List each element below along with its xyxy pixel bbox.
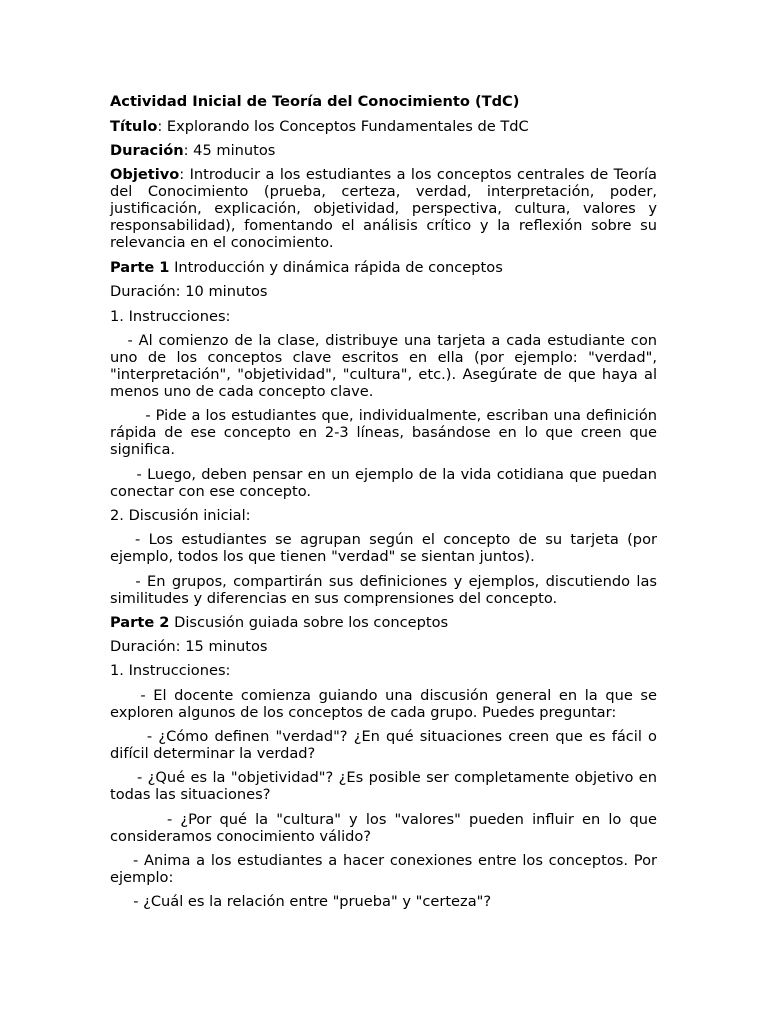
duracion-label: Duración	[110, 142, 184, 159]
parte1-instrucciones-heading: 1. Instrucciones:	[110, 308, 231, 325]
parte2-label: Parte 2	[110, 614, 170, 631]
duracion-line	[110, 142, 657, 159]
parte1-discusion-2: - En grupos, compartirán sus definiciones y ejemplos, discutiendo las similitudes y diferencias en sus comprensiones del concepto.	[110, 573, 662, 607]
parte2-duracion: Duración: 15 minutos	[110, 638, 268, 655]
objetivo-paragraph	[110, 166, 657, 251]
parte2-instruccion-2: - Anima a los estudiantes a hacer conexiones entre los conceptos. Por ejemplo:	[110, 852, 662, 886]
parte1-duracion: Duración: 10 minutos	[110, 283, 268, 300]
parte1-label: Parte 1	[110, 259, 170, 276]
titulo-value: : Explorando los Conceptos Fundamentales de TdC	[157, 118, 529, 135]
parte1-discusion-heading: 2. Discusión inicial:	[110, 507, 251, 524]
parte2-title: Discusión guiada sobre los conceptos	[169, 614, 449, 631]
parte1-instruccion-3: - Luego, deben pensar en un ejemplo de la vida cotidiana que puedan conectar con ese concepto.	[110, 466, 662, 500]
titulo-line	[110, 118, 657, 135]
document-title: Actividad Inicial de Teoría del Conocimiento (TdC)	[110, 93, 520, 110]
parte2-pregunta-4: - ¿Cuál es la relación entre "prueba" y "certeza"?	[110, 893, 492, 910]
parte1-instruccion-1: - Al comienzo de la clase, distribuye una tarjeta a cada estudiante con uno de los conceptos clave escritos en ella (por ejemplo: "verdad", "interpretación", "objetividad", "cultura", etc.). Asegúrate de que haya al menos uno de cada concepto clave.	[110, 332, 662, 400]
titulo-label: Título	[110, 118, 158, 135]
parte2-pregunta-2: - ¿Qué es la "objetividad"? ¿Es posible ser completamente objetivo en todas las situaciones?	[110, 769, 662, 803]
parte2-instrucciones-heading: 1. Instrucciones:	[110, 662, 231, 679]
parte1-instruccion-2: - Pide a los estudiantes que, individualmente, escriban una definición rápida de ese concepto en 2-3 líneas, basándose en lo que creen que significa.	[110, 407, 662, 458]
parte1-heading	[110, 259, 657, 276]
parte2-pregunta-1: - ¿Cómo definen "verdad"? ¿En qué situaciones creen que es fácil o difícil determinar la verdad?	[110, 728, 662, 762]
parte1-discusion-1: - Los estudiantes se agrupan según el concepto de su tarjeta (por ejemplo, todos los que tienen "verdad" se sientan juntos).	[110, 531, 662, 565]
duracion-value: : 45 minutos	[183, 142, 276, 159]
objetivo-value: : Introducir a los estudiantes a los conceptos centrales de Teoría del Conocimiento (prueba, certeza, verdad, interpretación, poder, justificación, explicación, objetividad, perspectiva, cultura, valores y responsabilidad), fomentando el análisis crítico y la reflexión sobre su relevancia en el conocimiento.	[110, 166, 657, 251]
parte2-instruccion-1: - El docente comienza guiando una discusión general en la que se exploren algunos de los conceptos de cada grupo. Puedes preguntar:	[110, 687, 662, 721]
objetivo-label: Objetivo	[110, 166, 180, 183]
parte1-title: Introducción y dinámica rápida de conceptos	[169, 259, 503, 276]
parte2-pregunta-3: - ¿Por qué la "cultura" y los "valores" pueden influir en lo que consideramos conocimiento válido?	[110, 811, 662, 845]
parte2-heading	[110, 614, 657, 631]
